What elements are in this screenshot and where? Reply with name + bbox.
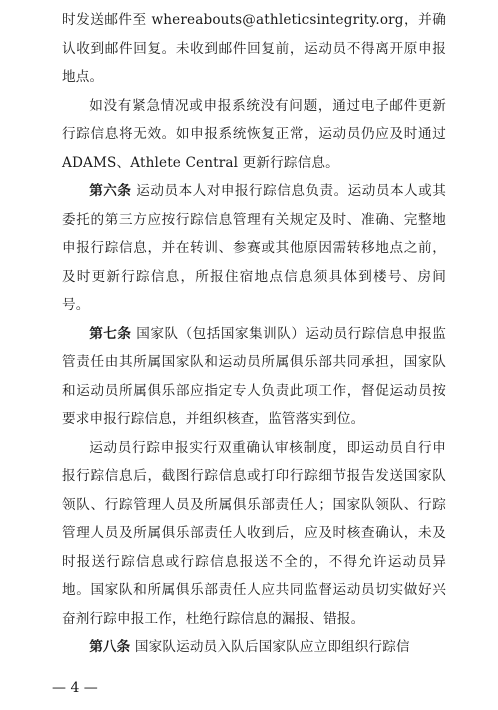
page-number: — 4 — [52, 680, 98, 696]
article-heading: 第六条 [89, 183, 132, 199]
article-heading: 第七条 [89, 325, 132, 342]
article-heading: 第八条 [89, 639, 131, 655]
paragraph-article-6: 第六条 运动员本人对申报行踪信息负责。运动员本人或其委托的第三方应按行踪信息管理有关规定及时、准确、完整地申报行踪信息，并在转训、参赛或其他原因需转移地点之前，及时更新行踪信息，所报住宿地点信息须具体到楼号、房间号。 [62, 183, 446, 313]
paragraph-2: 如没有紧急情况或申报系统没有问题，通过电子邮件更新行踪信息将无效。如申报系统恢复正常，运动员仍应及时通过 ADAMS、Athlete Central 更新行踪信息。 [62, 97, 446, 171]
paragraph-5: 运动员行踪申报实行双重确认审核制度，即运动员自行申报行踪信息后，截图行踪信息或打印行踪细节报告发送国家队领队、行踪管理人员及所属俱乐部责任人；国家队领队、行踪管理人员及所属俱乐部责任人收到后，应及时核查确认，未及时报送行踪信息或行踪信息报送不全的，不得允许运动员异地。国家队和所属俱乐部责任人应共同监督运动员切实做好兴奋剂行踪申报工作，杜绝行踪信息的漏报、错报。 [62, 439, 446, 627]
paragraph-article-7: 第七条 国家队（包括国家集训队）运动员行踪信息申报监管责任由其所属国家队和运动员所属俱乐部共同承担，国家队和运动员所属俱乐部应指定专人负责此项工作，督促运动员按要求申报行踪信息，并组织核查，监管落实到位。 [62, 325, 446, 427]
paragraph-article-8: 第八条 国家队运动员入队后国家队应立即组织行踪信 [89, 639, 410, 655]
body-text [62, 6, 446, 662]
paragraph-1: 时发送邮件至 whereabouts@athleticsintegrity.org，并确认收到邮件回复。未收到邮件回复前，运动员不得离开原申报地点。 [62, 12, 446, 85]
